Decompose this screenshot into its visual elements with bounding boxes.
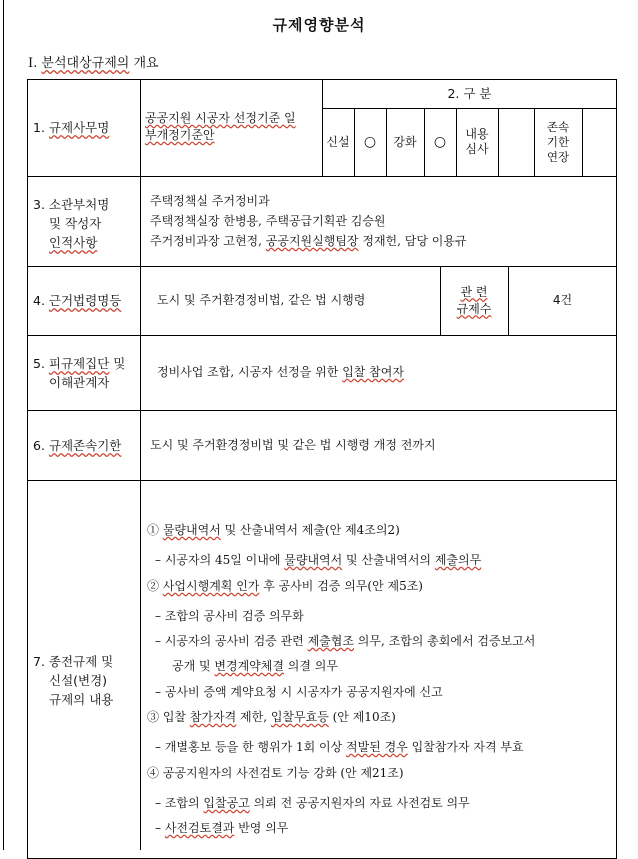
sunset-period-label (33, 436, 121, 455)
text-run: (안 제10조) (328, 710, 396, 724)
text-run: 제한, (236, 710, 271, 724)
section-heading-underlined: 분석대상규제의 (41, 56, 130, 71)
text-run: ② (147, 579, 163, 593)
regulation-name-content (145, 110, 321, 144)
regulation-content-label-line: 신설(변경) (49, 673, 108, 688)
label-text: 근거법령명등 (48, 293, 122, 308)
sunset-line: 기한 (546, 134, 570, 149)
text-run: – 시공자의 45일 이내에 (155, 553, 285, 567)
text-run: 제출의무 (434, 553, 482, 567)
text-run: 주거정비과장 고현정, (150, 234, 266, 248)
text-run: 및 (109, 356, 126, 371)
text-run: 입찰 참여자 (342, 365, 404, 379)
content-line (155, 819, 288, 836)
text-run: 의결 의무 (283, 659, 338, 673)
content-line (147, 577, 423, 594)
strengthen-label: 강화 (393, 134, 417, 149)
ministry-label-line: 인적사항 (49, 235, 98, 250)
label-text: 규제존속기한 (48, 438, 122, 453)
row-divider (27, 480, 617, 481)
text-run: 제출협조 (307, 634, 354, 648)
section-number: Ⅰ. (28, 56, 42, 71)
text-run: 정비사업 조합, 시공자 선정을 위한 (157, 365, 343, 379)
text-run: 변경계약체결 (214, 659, 284, 673)
legal-basis-content: 도시 및 주거환경정비법, 같은 법 시행령 (157, 293, 366, 307)
text-run: ① (147, 523, 163, 537)
related-label-line: 관 련 (460, 284, 488, 299)
regulation-name-line: 부개정기준안 (145, 128, 215, 142)
document-title: 규제영향분석 (272, 16, 366, 34)
ministry-label-line: 및 작성자 (49, 216, 102, 231)
text-run: 입찰공고 (203, 796, 250, 810)
text-run: 공개 및 (172, 659, 215, 673)
content-review-line: 내용 (465, 127, 489, 141)
related-regulation-label (440, 266, 508, 335)
ministry-line (150, 231, 467, 251)
text-run: 반영 의무 (234, 821, 289, 835)
text-run: – 조합의 (155, 796, 204, 810)
label-column-divider (140, 79, 141, 850)
regulation-content-label-line: 규제의 내용 (49, 692, 114, 707)
content-line (155, 551, 481, 568)
regulation-name-label (33, 118, 109, 137)
regulation-content-label (33, 652, 113, 709)
text-run: 사전검토결과 (164, 821, 235, 835)
text-run: 사업시행계획 인가 (162, 579, 260, 593)
regulated-group-label-line: 이해관계자 (49, 375, 110, 390)
strengthen-mark: ○ (433, 133, 447, 150)
text-run: – 개별홍보 등을 한 행위가 1회 이상 (155, 740, 347, 754)
content-line (155, 794, 470, 811)
content-line (147, 521, 400, 538)
section-heading-rest: 개요 (129, 56, 159, 71)
content-line (172, 657, 338, 674)
text-run: 5. (33, 356, 49, 371)
content-line (155, 632, 535, 649)
content-line: – 조합의 공사비 검증 의무화 (155, 609, 304, 623)
ministry-line: 주택정책실장 한병용, 주택공급기획관 김승원 (150, 214, 386, 228)
text-run: 의무, 조합의 총회에서 검증보고서 (353, 634, 536, 648)
ministry-label-line: 3. 소관부처명 (33, 197, 110, 212)
row-divider (27, 335, 617, 336)
regulated-group-label-line (33, 354, 125, 373)
content-line (147, 708, 396, 725)
sunset-extension-label (534, 108, 582, 176)
text-run: ③ 입찰 (147, 710, 190, 724)
left-margin-rule (3, 0, 4, 850)
text-run: 입찰무효등 (270, 710, 329, 724)
sunset-line: 존속 (546, 119, 570, 134)
text-run: 및 산출내역서의 (342, 553, 435, 567)
text-run: 물량내역서 (162, 523, 221, 537)
text-run: 공공지원실행팀장 (265, 234, 359, 248)
regulation-name-line: 공공지원 시공자 선정기준 일 (145, 111, 296, 125)
text-run: 후 공사비 검증 의무(안 제5조) (259, 579, 423, 593)
label-number: 4. (33, 293, 49, 308)
content-review-line: 심사 (465, 142, 489, 156)
regulation-content-label-line: 7. 종전규제 및 (33, 654, 114, 669)
content-line: ④ 공공지원자의 사전검토 기능 강화 (안 제21조) (147, 766, 404, 780)
text-run: 피규제집단 (48, 356, 110, 371)
section-heading (28, 52, 159, 71)
content-line: – 공사비 증액 계약요청 시 시공자가 공공지원자에 신고 (155, 685, 443, 699)
content-line (155, 738, 524, 755)
label-number: 6. (33, 438, 49, 453)
text-run: 적발된 경우 (346, 740, 408, 754)
related-label-line: 규제수 (456, 301, 492, 316)
text-run: 입찰참가자 자격 부효 (407, 740, 524, 754)
row-divider (27, 176, 617, 177)
text-run: 물량내역서 (284, 553, 343, 567)
text-run: 및 산출내역서 제출(안 제4조의2) (220, 523, 400, 537)
text-run: – 시공자의 공사비 검증 관련 (155, 634, 308, 648)
sunset-line: 연장 (546, 149, 570, 164)
classification-title: 2. 구 분 (447, 86, 492, 101)
text-run: 정재헌, 담당 이용규 (358, 234, 467, 248)
regulated-group-content (157, 362, 404, 382)
row-divider (27, 410, 617, 411)
classification-divider (582, 108, 583, 176)
classification-divider (498, 108, 499, 176)
regulated-group-label (33, 354, 125, 392)
ministry-content (150, 191, 467, 251)
content-review-label (456, 108, 498, 176)
label-number: 1. (33, 120, 49, 135)
text-run: 의뢰 전 공공지원자의 자료 사전검토 의무 (249, 796, 470, 810)
ministry-label (33, 195, 109, 252)
text-run: 참가자격 (189, 710, 237, 724)
ministry-line: 주택정책실 주거정비과 (150, 194, 270, 208)
legal-basis-label (33, 291, 121, 310)
related-regulation-count: 4건 (552, 293, 573, 307)
new-label: 신설 (326, 134, 350, 149)
label-text: 규제사무명 (48, 120, 110, 135)
sunset-period-content: 도시 및 주거환경정비법 및 같은 법 시행령 개정 전까지 (150, 438, 436, 452)
new-mark: ○ (363, 133, 377, 150)
text-run: – (155, 821, 165, 835)
